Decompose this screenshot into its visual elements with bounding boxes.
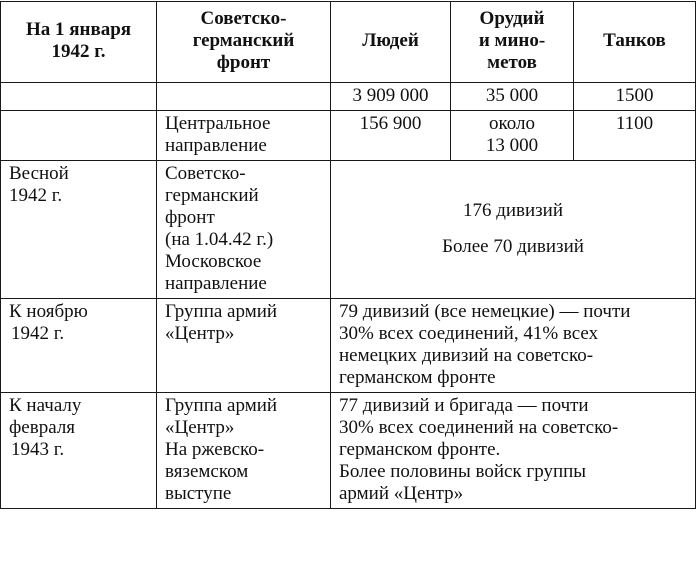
- cell-text: «Центр»: [165, 417, 235, 438]
- cell-text: 13 000: [485, 135, 539, 156]
- table-row: [1, 299, 696, 393]
- cell-merged: [331, 393, 696, 509]
- cell-text: 35 000: [485, 85, 539, 106]
- cell-people: [331, 83, 451, 111]
- cell-people: [331, 111, 451, 161]
- cell-text: 1100: [615, 113, 654, 134]
- cell-guns: [451, 83, 574, 111]
- cell-text: вяземском: [165, 461, 249, 482]
- cell-front: [157, 111, 331, 161]
- cell-text: германском фронте.: [339, 439, 501, 460]
- table-row: [1, 393, 696, 509]
- cell-text: армий «Центр»: [339, 483, 464, 504]
- cell-text: 79 дивизий (все немецкие) — почти: [339, 301, 631, 322]
- cell-text: 77 дивизий и бригада — почти: [339, 395, 589, 416]
- header-tanks: [574, 2, 696, 83]
- table-row: [1, 83, 696, 111]
- header-date-line: 1942 г.: [51, 41, 106, 62]
- cell-text: 1943 г.: [11, 439, 65, 460]
- cell-text: Московское: [165, 251, 262, 272]
- cell-text: (на 1.04.42 г.): [165, 229, 274, 250]
- cell-text: К началу: [9, 395, 82, 416]
- cell-text: Весной: [9, 163, 69, 184]
- cell-front: [157, 299, 331, 393]
- cell-front: [157, 161, 331, 299]
- header-people-line: Людей: [362, 30, 419, 51]
- cell-date: [1, 111, 157, 161]
- cell-text: К ноябрю: [9, 301, 88, 322]
- data-table: [0, 1, 696, 509]
- cell-text: 156 900: [359, 113, 422, 134]
- cell-front: [157, 393, 331, 509]
- cell-text: немецких дивизий на советско-: [339, 345, 594, 366]
- header-guns-line: Орудий: [479, 8, 545, 29]
- cell-text: 3 909 000: [352, 85, 429, 106]
- cell-text: фронт: [165, 207, 215, 228]
- header-date-line: На 1 января: [25, 19, 132, 40]
- spacer: [339, 222, 687, 236]
- cell-text: «Центр»: [165, 323, 235, 344]
- table-row: [1, 111, 696, 161]
- cell-merged: [331, 299, 696, 393]
- cell-tanks: [574, 111, 696, 161]
- header-front-line: фронт: [216, 52, 271, 73]
- cell-text: около: [489, 113, 535, 134]
- cell-text: 176 дивизий: [462, 200, 564, 221]
- cell-date: [1, 393, 157, 509]
- cell-text: февраля: [9, 417, 76, 438]
- cell-text: выступе: [165, 483, 232, 504]
- cell-text: направление: [165, 273, 267, 294]
- cell-date: [1, 83, 157, 111]
- cell-text: Более 70 дивизий: [442, 236, 584, 257]
- cell-text: германском фронте: [339, 367, 496, 388]
- cell-text: 30% всех соединений, 41% всех: [339, 323, 599, 344]
- cell-text: Центральное: [165, 113, 271, 134]
- header-people: [331, 2, 451, 83]
- cell-text: На ржевско-: [165, 439, 265, 460]
- header-front-line: Советско-: [200, 8, 287, 29]
- cell-text: Советско-: [165, 163, 246, 184]
- cell-tanks: [574, 83, 696, 111]
- cell-text: 1942 г.: [11, 323, 65, 344]
- cell-text: 30% всех соединений на советско-: [339, 417, 619, 438]
- cell-date: [1, 161, 157, 299]
- cell-merged: [331, 161, 696, 299]
- cell-text: 1942 г.: [9, 185, 63, 206]
- cell-text: Группа армий: [165, 395, 278, 416]
- cell-guns: [451, 111, 574, 161]
- header-guns-line: метов: [487, 52, 537, 73]
- header-front-line: германский: [192, 30, 295, 51]
- header-row: [1, 2, 696, 83]
- cell-text: германский: [165, 185, 259, 206]
- cell-text: направление: [165, 135, 267, 156]
- cell-date: [1, 299, 157, 393]
- header-guns-line: и мино-: [478, 30, 546, 51]
- table-row: [1, 161, 696, 299]
- header-front: [157, 2, 331, 83]
- cell-text: 1500: [615, 85, 654, 106]
- header-date: [1, 2, 157, 83]
- header-tanks-line: Танков: [603, 30, 666, 51]
- header-guns: [451, 2, 574, 83]
- cell-front: [157, 83, 331, 111]
- cell-text: Группа армий: [165, 301, 278, 322]
- cell-text: Более половины войск группы: [339, 461, 587, 482]
